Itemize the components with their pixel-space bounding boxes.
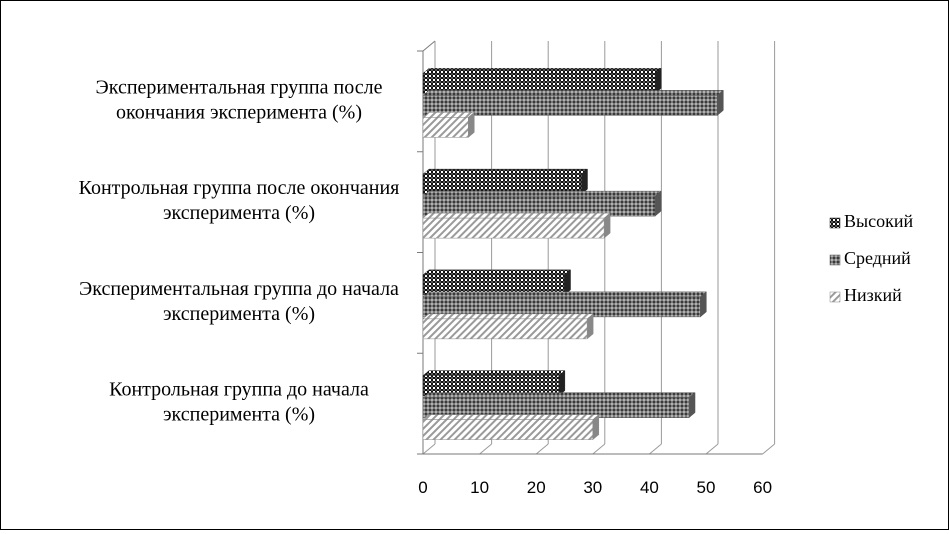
category-labels bbox=[79, 76, 400, 425]
category-label: Контрольная группа после окончания эксперимента (%) bbox=[78, 177, 400, 225]
legend-label: Высокий bbox=[844, 211, 914, 231]
x-tick-label: 10 bbox=[470, 478, 490, 497]
x-tick-label: 60 bbox=[753, 478, 773, 497]
floor-gridline bbox=[763, 444, 775, 454]
floor-gridline bbox=[536, 444, 548, 454]
x-tick-label: 30 bbox=[583, 478, 603, 497]
category-label: Контрольная группа до начала эксперимента (%) bbox=[109, 378, 369, 426]
bar bbox=[423, 68, 661, 93]
bar bbox=[423, 314, 593, 339]
x-tick-label: 40 bbox=[639, 478, 659, 497]
category-label: Экспериментальная группа после окончания эксперимента (%) bbox=[95, 76, 383, 124]
x-tick-label: 50 bbox=[696, 478, 716, 497]
legend-item bbox=[830, 248, 911, 268]
floor-gridline bbox=[706, 444, 718, 454]
floor-gridline bbox=[480, 444, 492, 454]
category-label: Экспериментальная группа до начала эксперимента (%) bbox=[79, 277, 399, 325]
legend-label: Средний bbox=[844, 248, 911, 268]
floor-gridline bbox=[423, 444, 435, 454]
legend bbox=[830, 211, 913, 305]
floor-gridline bbox=[649, 444, 661, 454]
bar bbox=[423, 213, 610, 238]
legend-swatch bbox=[830, 292, 840, 302]
x-tick-label: 20 bbox=[526, 478, 546, 497]
bars bbox=[423, 68, 723, 439]
bar-chart bbox=[1, 1, 948, 529]
x-tick-label: 0 bbox=[418, 478, 428, 497]
bar bbox=[423, 270, 571, 295]
bar bbox=[423, 415, 599, 440]
bar bbox=[423, 112, 474, 137]
bar bbox=[423, 169, 587, 194]
y-axis-depth-line bbox=[423, 41, 435, 51]
legend-item bbox=[830, 211, 913, 231]
legend-item bbox=[830, 285, 902, 305]
floor-gridline bbox=[593, 444, 605, 454]
bar bbox=[423, 371, 565, 396]
bar bbox=[423, 90, 723, 115]
bar bbox=[423, 191, 661, 216]
legend-label: Низкий bbox=[844, 285, 902, 305]
x-tick-labels bbox=[418, 478, 772, 497]
legend-swatch bbox=[830, 255, 840, 265]
bar bbox=[423, 393, 695, 418]
legend-swatch bbox=[830, 218, 840, 228]
bar bbox=[423, 292, 706, 317]
